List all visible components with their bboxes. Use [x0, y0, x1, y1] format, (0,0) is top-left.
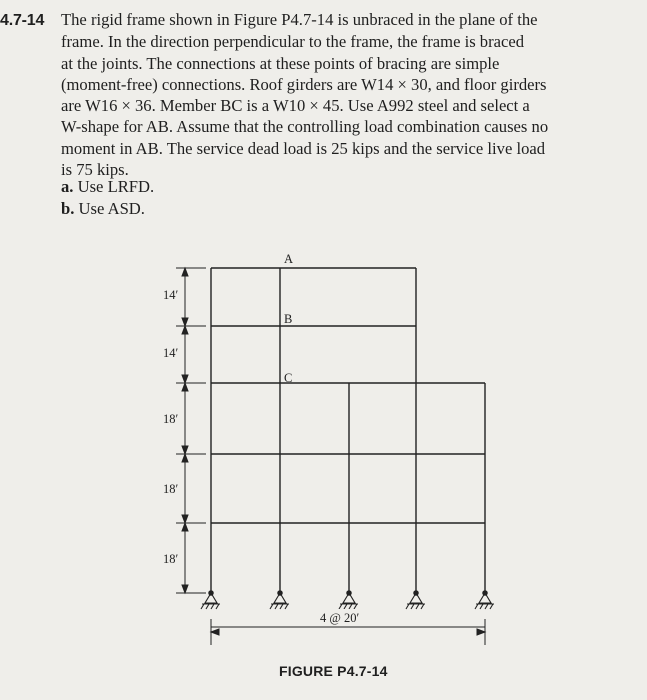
problem-line-8: is 75 kips.: [61, 160, 129, 180]
problem-line-6: W-shape for AB. Assume that the controlling load combination causes no: [61, 117, 549, 137]
part-b: b. Use ASD.: [61, 199, 145, 218]
problem-line-4: (moment-free) connections. Roof girders are W14 × 30, and floor girders: [61, 74, 547, 94]
joint-label-a: A: [284, 252, 294, 266]
pin-supports: [201, 591, 494, 609]
problem-line-2: frame. In the direction perpendicular to the frame, the frame is braced: [61, 32, 525, 52]
problem-line-7: moment in AB. The service dead load is 25 kips and the service live load: [61, 138, 546, 158]
joint-label-b: B: [284, 312, 293, 326]
part-a: a. Use LRFD.: [61, 177, 155, 196]
pin-support-5: [475, 591, 494, 609]
pin-support-3: [339, 591, 358, 609]
pin-support-2: [270, 591, 289, 609]
figure-caption: FIGURE P4.7-14: [279, 663, 388, 679]
height-dimensions: [176, 268, 206, 593]
problem-line-1: 4.7-14 The rigid frame shown in Figure P4.7-14 is unbraced in the plane of the: [0, 9, 640, 31]
pin-support-4: [406, 591, 425, 609]
problem-line-5: are W16 × 36. Member BC is a W10 × 45. Use A992 steel and select a: [61, 96, 530, 116]
story-height-5: 18′: [163, 552, 179, 566]
story-height-2: 14′: [163, 346, 179, 360]
pin-support-1: [201, 591, 220, 609]
problem-number: 4.7-14: [0, 12, 45, 29]
joint-label-c: C: [284, 371, 293, 385]
frame-members: [211, 268, 485, 593]
story-height-3: 18′: [163, 412, 179, 426]
story-height-4: 18′: [163, 482, 179, 496]
problem-line-3: at the joints. The connections at these points of bracing are simple: [61, 53, 500, 73]
span-label: 4 @ 20′: [320, 611, 360, 625]
story-height-1: 14′: [163, 288, 179, 302]
